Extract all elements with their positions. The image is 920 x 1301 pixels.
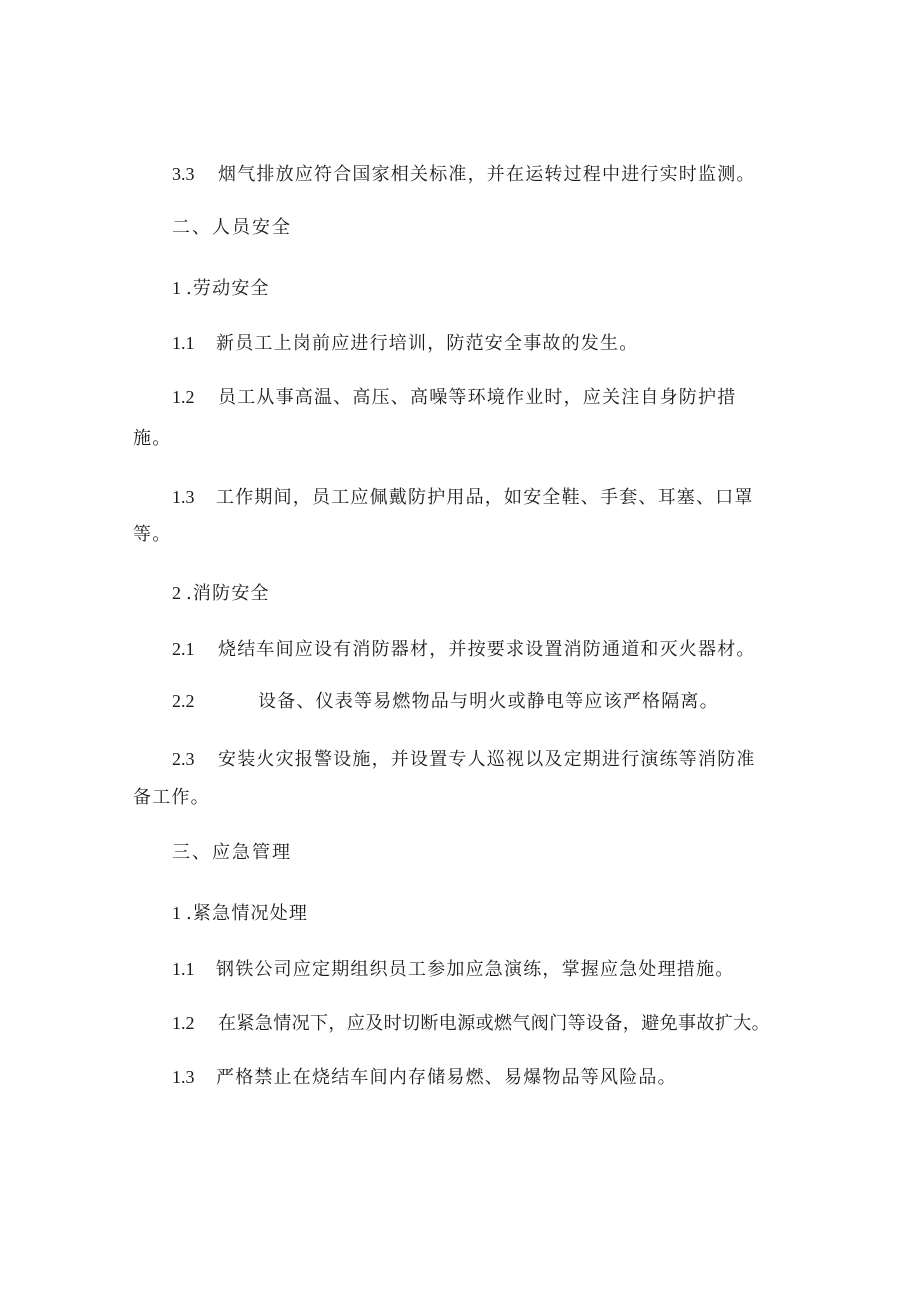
item-text: 安装火灾报警设施，并设置专人巡视以及定期进行演练等消防准 <box>218 749 756 770</box>
paragraph-emergency-1-1 <box>172 956 734 983</box>
paragraph-1-2 <box>172 384 736 411</box>
paragraph-2-1 <box>172 636 756 663</box>
item-number: 1.2 <box>172 1013 195 1033</box>
paragraph-emergency-1-3 <box>172 1064 677 1091</box>
item-number: 1.3 <box>172 1067 195 1087</box>
section-heading-emergency-management <box>172 840 292 866</box>
item-text: .劳动安全 <box>186 278 270 299</box>
item-text: 工作期间，员工应佩戴防护用品，如安全鞋、手套、耳塞、口罩 <box>216 487 754 508</box>
item-text: 钢铁公司应定期组织员工参加应急演练，掌握应急处理措施。 <box>216 959 735 980</box>
item-number: 3.3 <box>172 164 195 184</box>
item-text: .紧急情况处理 <box>186 903 309 924</box>
paragraph-2-3 <box>172 746 756 773</box>
item-text: 备工作。 <box>133 787 210 808</box>
item-number: 1.1 <box>172 333 195 353</box>
subsection-labor-safety <box>172 275 270 302</box>
section-heading-personnel-safety <box>172 215 292 241</box>
paragraph-3-3 <box>172 161 756 188</box>
heading-text: 二、人员安全 <box>172 217 292 238</box>
paragraph-1-3 <box>172 484 754 511</box>
paragraph-2-2 <box>172 688 719 715</box>
subsection-emergency-handling <box>172 900 308 927</box>
subsection-fire-safety <box>172 580 270 607</box>
item-text: 烧结车间应设有消防器材，并按要求设置消防通道和灭火器材。 <box>218 639 756 660</box>
item-text: 设备、仪表等易燃物品与明火或静电等应该严格隔离。 <box>258 691 719 712</box>
heading-text: 三、应急管理 <box>172 842 292 863</box>
item-text: 烟气排放应符合国家相关标准，并在运转过程中进行实时监测。 <box>218 164 756 185</box>
item-number: 2 <box>172 583 181 603</box>
item-number: 2.3 <box>172 749 195 769</box>
item-text: .消防安全 <box>186 583 270 604</box>
item-text: 在紧急情况下，应及时切断电源或燃气阀门等设备，避免事故扩大。 <box>218 1013 770 1034</box>
item-text: 等。 <box>133 524 172 545</box>
paragraph-emergency-1-2 <box>172 1010 770 1037</box>
paragraph-1-1 <box>172 330 638 357</box>
item-number: 1.2 <box>172 387 195 407</box>
item-text: 施。 <box>133 428 172 449</box>
paragraph-1-3-continuation <box>133 522 171 548</box>
item-text: 严格禁止在烧结车间内存储易燃、易爆物品等风险品。 <box>216 1067 677 1088</box>
item-number: 1.3 <box>172 487 195 507</box>
item-number: 2.2 <box>172 691 195 711</box>
item-text: 新员工上岗前应进行培训，防范安全事故的发生。 <box>216 333 639 354</box>
item-text: 员工从事高温、高压、高噪等环境作业时，应关注自身防护措 <box>218 387 737 408</box>
item-number: 1.1 <box>172 959 195 979</box>
item-number: 2.1 <box>172 639 195 659</box>
paragraph-2-3-continuation <box>133 785 210 811</box>
item-number: 1 <box>172 903 181 923</box>
paragraph-1-2-continuation <box>133 426 171 452</box>
item-number: 1 <box>172 278 181 298</box>
